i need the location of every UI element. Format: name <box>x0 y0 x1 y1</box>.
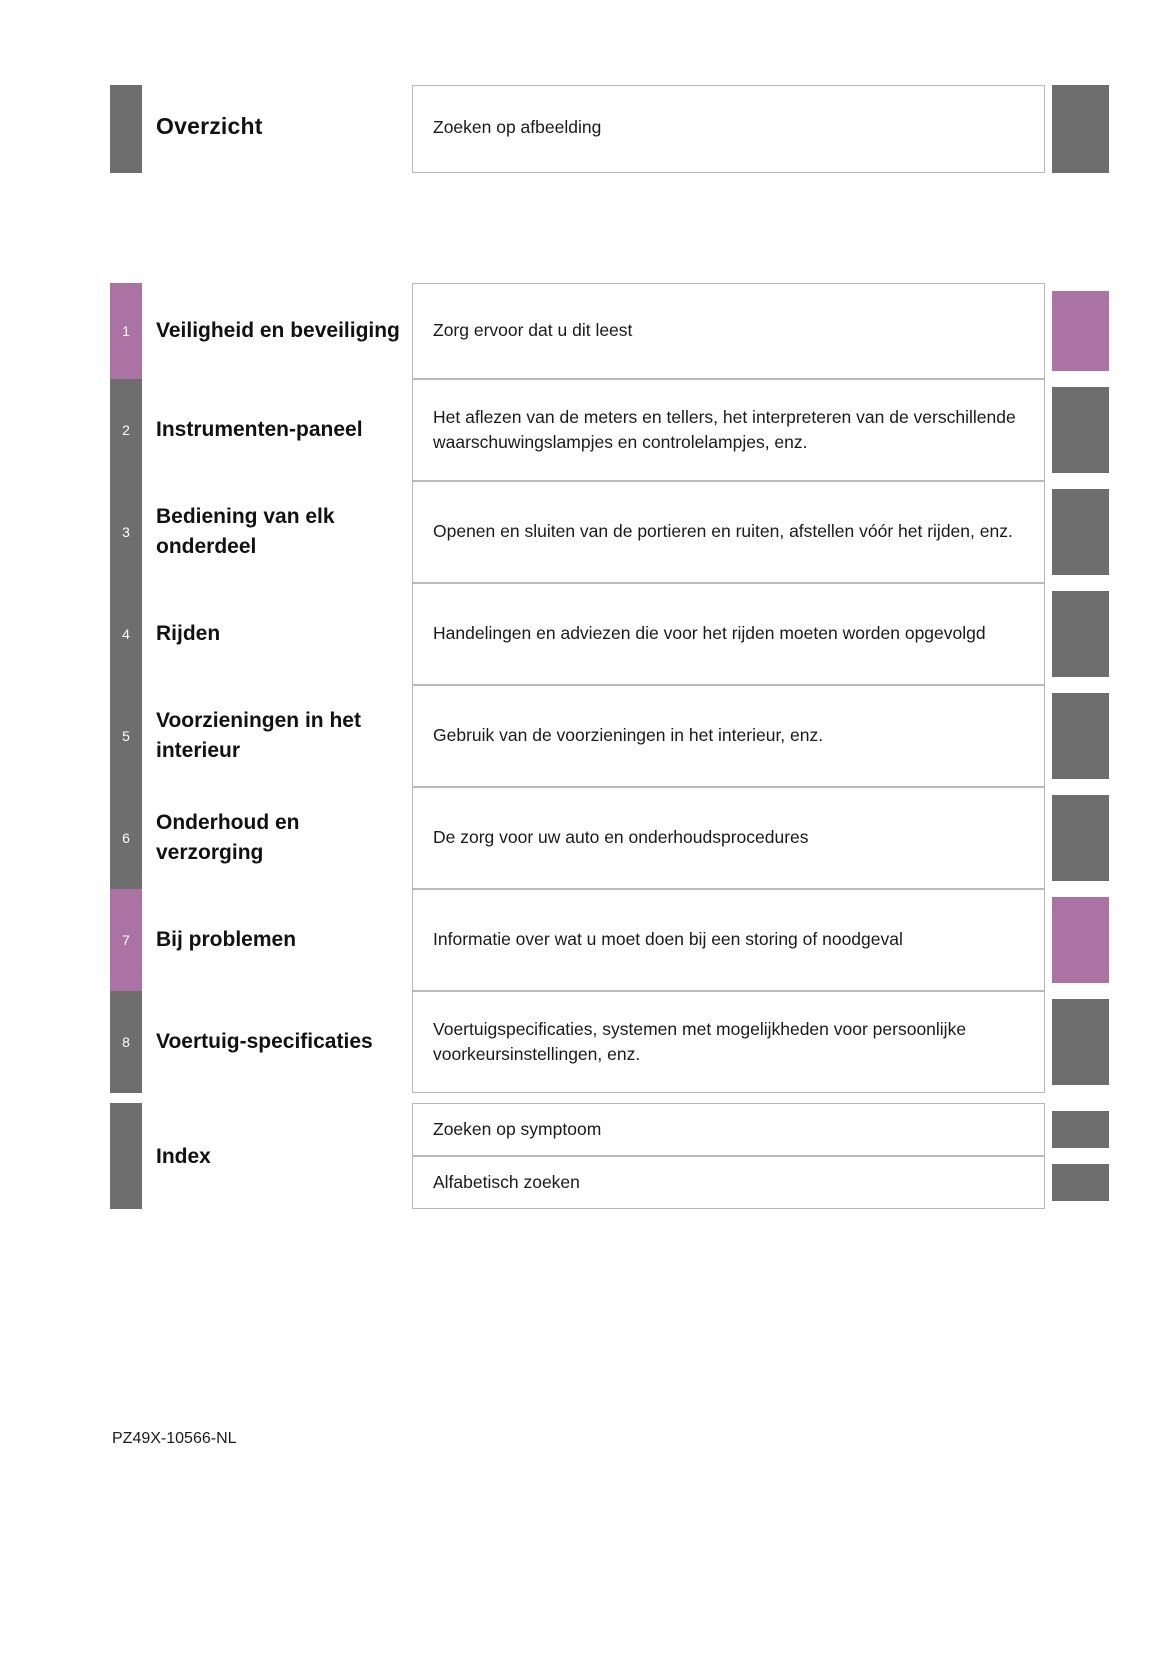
chapter-title: Veiligheid en beveiliging <box>156 318 400 342</box>
chapter-title: Voorzieningen in het interieur <box>156 708 361 762</box>
chapter-row[interactable] <box>110 685 1105 787</box>
chapter-description: Voertuigspecificaties, systemen met mogelijkheden voor persoonlijke voorkeursinstellingen, enz. <box>433 1018 967 1064</box>
document-code: PZ49X-10566-NL <box>112 1430 237 1447</box>
chapter-title: Bediening van elk onderdeel <box>156 504 335 558</box>
index-title: Index <box>156 1145 211 1168</box>
overview-tab-marker <box>110 85 142 173</box>
chapter-description-box[interactable] <box>412 991 1045 1093</box>
overview-edge-tab <box>1052 85 1109 173</box>
chapter-title: Instrumenten-paneel <box>156 417 363 441</box>
chapter-description: Openen en sluiten van de portieren en ruiten, afstellen vóór het rijden, enz. <box>433 521 1013 542</box>
chapter-row[interactable] <box>110 787 1105 889</box>
chapter-description-box[interactable] <box>412 481 1045 583</box>
index-edge-tab-alphabetical <box>1052 1164 1109 1201</box>
chapter-description-box[interactable] <box>412 379 1045 481</box>
chapter-edge-tab <box>1052 999 1109 1085</box>
chapter-number-tab: 5 <box>110 685 142 787</box>
chapter-description-box[interactable] <box>412 685 1045 787</box>
chapter-description: De zorg voor uw auto en onderhoudsprocedures <box>433 827 809 848</box>
index-row[interactable] <box>110 1103 1105 1209</box>
chapter-edge-tab <box>1052 387 1109 473</box>
chapter-description: Informatie over wat u moet doen bij een storing of noodgeval <box>433 929 903 950</box>
chapter-edge-tab <box>1052 591 1109 677</box>
chapter-number-tab: 7 <box>110 889 142 991</box>
chapter-title: Rijden <box>156 621 221 645</box>
chapter-title: Voertuig-specificaties <box>156 1029 373 1053</box>
index-tab-marker <box>110 1103 142 1209</box>
chapter-edge-tab <box>1052 489 1109 575</box>
chapter-edge-tab <box>1052 897 1109 983</box>
index-item-symptom[interactable] <box>412 1103 1045 1156</box>
chapter-row[interactable] <box>110 991 1105 1093</box>
chapter-number-tab: 3 <box>110 481 142 583</box>
chapter-row[interactable] <box>110 379 1105 481</box>
chapter-list <box>110 283 1105 1093</box>
chapter-row[interactable] <box>110 481 1105 583</box>
overview-row[interactable] <box>110 85 1105 173</box>
chapter-description: Handelingen en adviezen die voor het rijden moeten worden opgevolgd <box>433 623 986 644</box>
chapter-row[interactable] <box>110 889 1105 991</box>
chapter-number-tab: 1 <box>110 283 142 379</box>
chapter-number-tab: 6 <box>110 787 142 889</box>
chapter-description-box[interactable] <box>412 787 1045 889</box>
chapter-row[interactable] <box>110 583 1105 685</box>
overview-description-box[interactable] <box>412 85 1045 173</box>
chapter-title: Onderhoud en verzorging <box>156 810 300 864</box>
chapter-description-box[interactable] <box>412 583 1045 685</box>
index-edge-tab-symptom <box>1052 1111 1109 1148</box>
chapter-edge-tab <box>1052 693 1109 779</box>
overview-description: Zoeken op afbeelding <box>433 117 602 137</box>
chapter-edge-tab <box>1052 795 1109 881</box>
chapter-description-box[interactable] <box>412 889 1045 991</box>
chapter-row[interactable] <box>110 283 1105 379</box>
chapter-description: Gebruik van de voorzieningen in het interieur, enz. <box>433 725 824 746</box>
index-item-label: Alfabetisch zoeken <box>433 1171 580 1192</box>
chapter-description-box[interactable] <box>412 283 1045 379</box>
chapter-number-tab: 4 <box>110 583 142 685</box>
overview-title: Overzicht <box>156 113 263 139</box>
chapter-description: Zorg ervoor dat u dit leest <box>433 320 633 341</box>
chapter-edge-tab <box>1052 291 1109 371</box>
chapter-number-tab: 2 <box>110 379 142 481</box>
chapter-number-tab: 8 <box>110 991 142 1093</box>
chapter-title: Bij problemen <box>156 927 297 951</box>
index-item-alphabetical[interactable] <box>412 1156 1045 1209</box>
index-item-label: Zoeken op symptoom <box>433 1118 602 1139</box>
chapter-description: Het aflezen van de meters en tellers, het interpreteren van de verschillende waarschuwingslampjes en controlelampjes, enz. <box>433 406 1016 452</box>
